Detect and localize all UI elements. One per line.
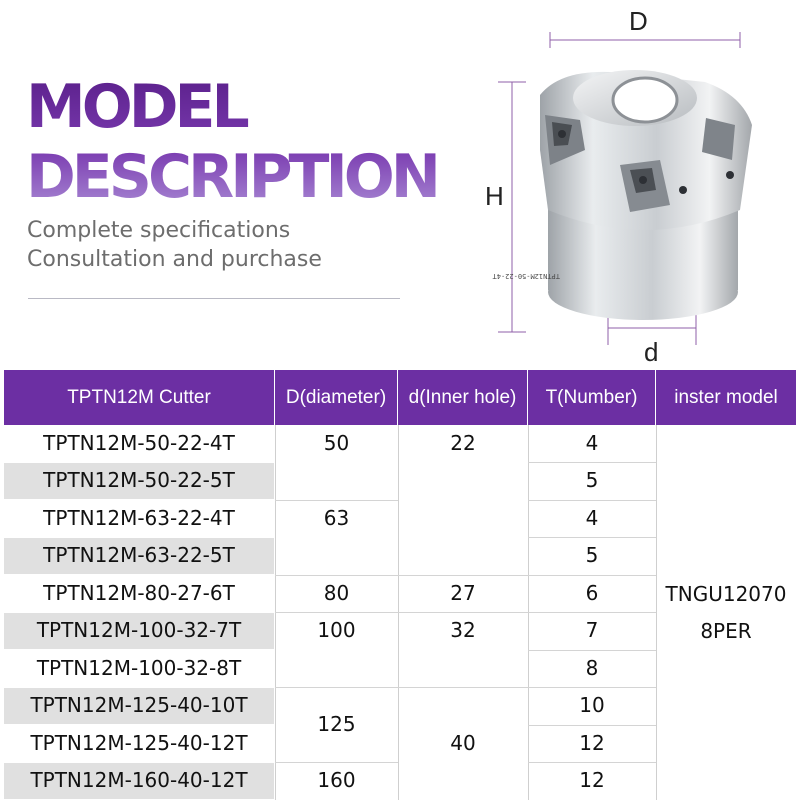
diameter-cell: 100 xyxy=(317,618,356,642)
title-line-2: DESCRIPTION xyxy=(26,142,438,212)
model-cell: TPTN12M-100-32-8T xyxy=(36,656,242,680)
header-number: T(Number) xyxy=(528,370,656,425)
inner-hole-cell: 32 xyxy=(450,618,476,642)
dimension-D-label: D xyxy=(629,6,648,36)
header-diameter: D(diameter) xyxy=(275,370,398,425)
title-line-1: MODEL xyxy=(26,72,246,142)
header-insert-model: inster model xyxy=(674,387,778,408)
number-cell: 6 xyxy=(585,581,599,605)
subtitle-line-2: Consultation and purchase xyxy=(27,247,322,272)
model-cell: TPTN12M-63-22-4T xyxy=(43,506,235,530)
inner-hole-cell: 40 xyxy=(450,731,476,755)
model-cell: TPTN12M-100-32-7T xyxy=(36,618,242,642)
model-cell: TPTN12M-63-22-5T xyxy=(43,543,235,567)
number-cell: 5 xyxy=(585,468,599,492)
subtitle-line-1: Complete specifications xyxy=(27,218,291,243)
model-cell: TPTN12M-50-22-4T xyxy=(43,431,235,455)
model-cell: TPTN12M-50-22-5T xyxy=(43,468,235,492)
dimension-H-label: H xyxy=(485,181,504,211)
grid-line xyxy=(398,687,528,688)
model-cell: TPTN12M-80-27-6T xyxy=(43,581,235,605)
number-cell: 5 xyxy=(585,543,599,567)
milling-cutter-image xyxy=(470,0,800,370)
diameter-cell: 63 xyxy=(323,506,350,530)
number-cell: 7 xyxy=(585,618,599,642)
insert-model-line-2: 8PER xyxy=(700,619,752,643)
model-cell: TPTN12M-125-40-12T xyxy=(30,731,248,755)
number-cell: 10 xyxy=(579,693,605,717)
model-cell: TPTN12M-125-40-10T xyxy=(30,693,248,717)
inner-hole-cell: 27 xyxy=(450,581,476,605)
table-header xyxy=(4,370,796,425)
header-inner-hole: d(Inner hole) xyxy=(398,370,528,425)
header-cutter: TPTN12M Cutter xyxy=(4,370,275,425)
diameter-cell: 80 xyxy=(323,581,350,605)
page-title xyxy=(26,72,437,212)
dimension-d-label: d xyxy=(644,337,659,367)
cutter-marking: TPTN12M-50-22-4T xyxy=(492,272,560,280)
number-cell: 4 xyxy=(585,506,599,530)
insert-model-line-1: TNGU12070 xyxy=(665,582,787,606)
inner-hole-cell: 22 xyxy=(450,431,476,455)
divider xyxy=(28,298,400,299)
spec-table xyxy=(4,370,800,800)
cutter-figure xyxy=(470,0,800,370)
subtitle xyxy=(27,216,322,274)
diameter-cell: 160 xyxy=(317,768,356,792)
diameter-cell: 125 xyxy=(317,712,356,736)
number-cell: 4 xyxy=(585,431,599,455)
number-cell: 8 xyxy=(585,656,599,680)
model-cell: TPTN12M-160-40-12T xyxy=(30,768,248,792)
diameter-cell: 50 xyxy=(323,431,350,455)
number-cell: 12 xyxy=(579,768,605,792)
number-cell: 12 xyxy=(579,731,605,755)
